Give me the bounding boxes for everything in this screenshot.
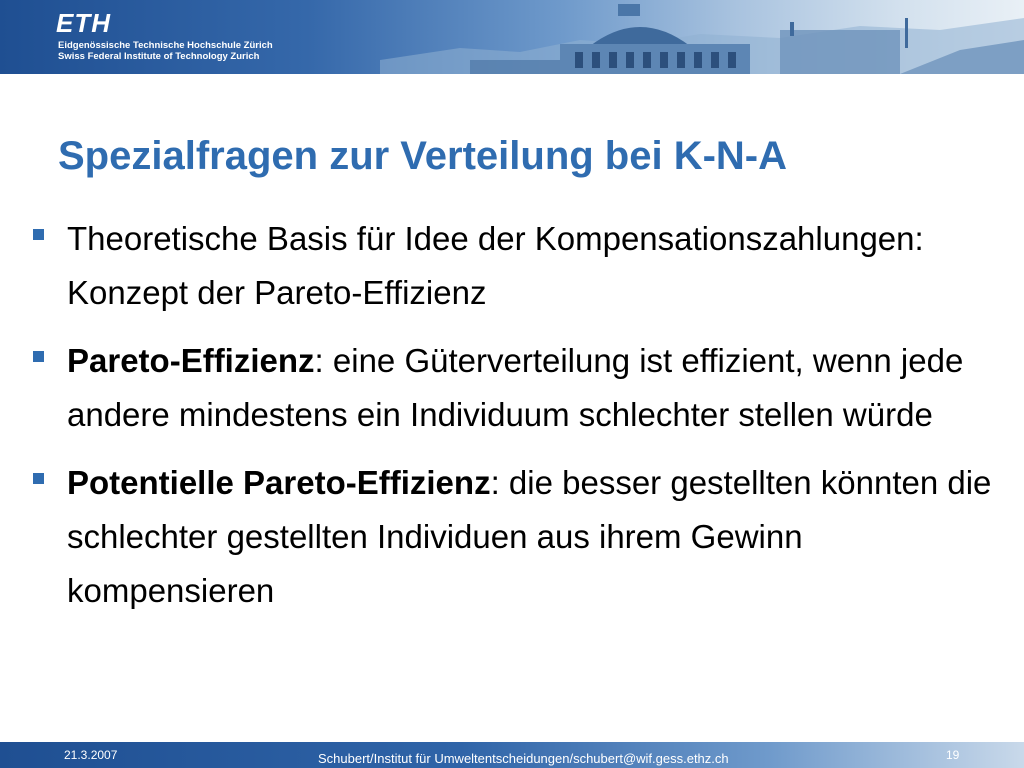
footer-bar xyxy=(0,742,1024,768)
page-number: 19 xyxy=(946,748,960,762)
square-bullet-icon xyxy=(33,473,44,484)
building-skyline-image xyxy=(0,0,1024,74)
header-banner xyxy=(0,0,1024,74)
footer-date: 21.3.2007 xyxy=(64,748,118,762)
bullet-text xyxy=(67,334,1000,442)
bullet-bold-term: Pareto-Effizienz xyxy=(67,342,315,379)
footer-author: Schubert/Institut für Umweltentscheidungen/schubert@wif.gess.ethz.ch xyxy=(318,751,729,766)
institution-name-de: Eidgenössische Technische Hochschule Zürich xyxy=(58,40,273,51)
bullet-item xyxy=(30,334,1000,442)
square-bullet-icon xyxy=(33,351,44,362)
bullet-body: : eine Güterverteilung ist effizient, wenn jede andere mindestens ein Individuum schlechter stellen würde xyxy=(67,342,964,433)
slide-title: Spezialfragen zur Verteilung bei K-N-A xyxy=(58,134,788,178)
bullet-text xyxy=(67,456,1000,618)
bullet-body: : die besser gestellten könnten die schlechter gestellten Individuen aus ihrem Gewinn kompensieren xyxy=(67,464,992,609)
eth-logo: ETH xyxy=(56,8,111,38)
bullet-item xyxy=(30,456,1000,618)
bullet-body: Theoretische Basis für Idee der Kompensationszahlungen: Konzept der Pareto-Effizienz xyxy=(67,220,924,311)
bullet-item xyxy=(30,212,1000,320)
institution-name-en: Swiss Federal Institute of Technology Zurich xyxy=(58,51,260,62)
bullet-list xyxy=(30,212,1000,632)
square-bullet-icon xyxy=(33,229,44,240)
bullet-bold-term: Potentielle Pareto-Effizienz xyxy=(67,464,491,501)
bullet-text xyxy=(67,212,1000,320)
